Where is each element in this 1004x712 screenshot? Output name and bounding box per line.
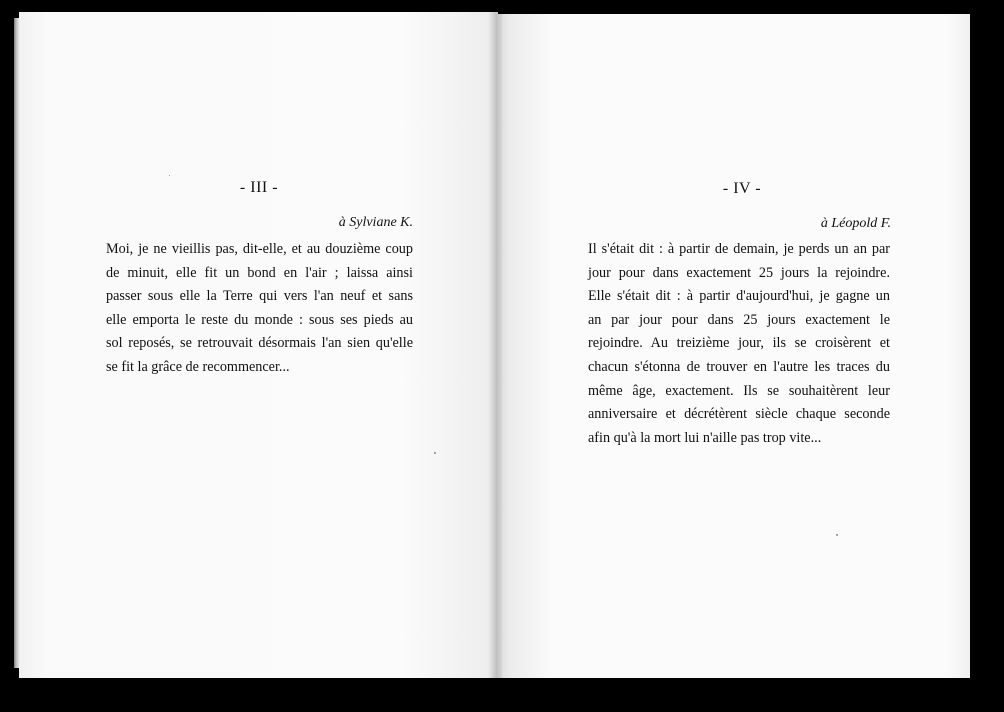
text-line: jour pour dans exactement 25 jours la rejoindre. — [588, 264, 890, 281]
text-line: sol reposés, se retrouvait désormais l'an sien qu'elle — [106, 335, 413, 352]
text-line: passer sous elle la Terre qui vers l'an neuf et sans — [106, 288, 413, 305]
page-number-left: - III - — [239, 179, 279, 196]
text-line: de minuit, elle fit un bond en l'air ; laissa ainsi — [106, 264, 413, 281]
text-line: Moi, je ne vieillis pas, dit-elle, et au douzième coup — [106, 241, 413, 257]
paper-speck — [434, 452, 436, 454]
page-number-right: - IV - — [722, 180, 762, 197]
paper-speck — [169, 175, 170, 176]
text-line: se fit la grâce de recommencer... — [106, 358, 290, 375]
dedication-right: à Léopold F. — [820, 216, 891, 231]
paper-speck — [836, 534, 838, 536]
left-page — [19, 12, 498, 678]
text-line: anniversaire et décrétèrent siècle chaque seconde — [588, 406, 890, 423]
right-page — [496, 14, 970, 678]
dedication-left: à Sylviane K. — [338, 215, 413, 230]
text-line: chacun s'étonna de trouver en l'autre les traces du — [588, 358, 890, 375]
text-line: même âge, exactement. Ils se souhaitèrent leur — [588, 382, 890, 399]
poem-right — [588, 238, 890, 450]
text-line: Il s'était dit : à partir de demain, je perds un an par — [588, 241, 890, 257]
text-line: afin qu'à la mort lui n'aille pas trop vite... — [588, 429, 822, 446]
text-line: an par jour pour dans 25 jours exactement le — [588, 311, 890, 328]
text-line: rejoindre. Au treizième jour, ils se croisèrent et — [588, 335, 890, 352]
text-line: Elle s'était dit : à partir d'aujourd'hui, je gagne un — [588, 288, 890, 305]
text-line: elle emporta le reste du monde : sous ses pieds au — [106, 311, 413, 328]
book-gutter — [488, 12, 502, 680]
poem-left — [106, 238, 413, 380]
